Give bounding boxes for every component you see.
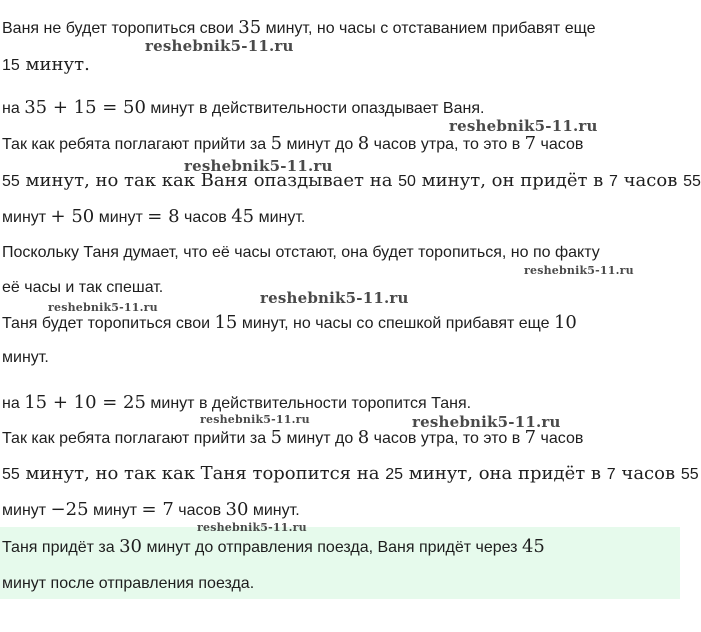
text-segment: 55 — [2, 173, 20, 190]
math-expression: минут. — [19, 54, 90, 75]
text-line — [2, 537, 545, 558]
text-segment: Поскольку Таня думает, что её часы отстают, она будет торопиться, но по факту — [2, 244, 600, 261]
text-segment: минут в действительности торопится Таня. — [145, 395, 472, 412]
watermark: reshebnik5-11.ru — [449, 117, 598, 135]
text-line — [2, 313, 577, 334]
text-segment: часов — [179, 209, 232, 226]
text-segment: 15 — [2, 57, 20, 74]
text-segment: минут — [94, 209, 148, 226]
text-line — [2, 574, 254, 594]
math-expression: минут, но так как Таня торопится на — [19, 463, 386, 484]
math-expression: = 8 — [147, 206, 180, 227]
math-expression: −25 — [50, 499, 89, 520]
math-expression: минут, он придёт в — [415, 170, 610, 191]
text-segment: минут до — [282, 136, 358, 153]
math-expression: часов — [615, 463, 681, 484]
text-segment: 50 — [398, 173, 416, 190]
watermark: reshebnik5-11.ru — [260, 289, 409, 307]
math-expression: 10 — [553, 312, 577, 333]
text-segment: часов утра, то это в — [369, 136, 525, 153]
text-segment: Так как ребята поглагают прийти за — [2, 136, 271, 153]
text-segment: 25 — [385, 466, 403, 483]
text-segment: 7 — [606, 466, 616, 483]
text-segment: 55 — [2, 466, 20, 483]
math-expression: 35 — [238, 17, 262, 38]
text-segment: минут, но часы с отставанием прибавят еще — [261, 20, 596, 37]
text-line — [2, 98, 484, 119]
text-line — [2, 348, 49, 368]
text-line — [2, 243, 600, 263]
text-line — [2, 428, 583, 449]
math-expression: 8 — [357, 133, 370, 154]
text-segment: минут. — [2, 349, 49, 366]
text-segment: Таня придёт за — [2, 539, 120, 556]
math-expression: 45 — [521, 536, 545, 557]
math-expression: часов — [617, 170, 684, 191]
watermark: reshebnik5-11.ru — [524, 264, 634, 277]
math-expression: минут, она придёт в — [403, 463, 607, 484]
text-segment: минут после отправления поезда. — [2, 575, 255, 592]
text-segment: 7 — [609, 173, 618, 190]
math-expression: 5 — [270, 427, 283, 448]
math-expression: 35 + 15 = 50 — [24, 97, 146, 118]
math-expression: 15 + 10 = 25 — [24, 392, 146, 413]
text-segment: на — [2, 395, 25, 412]
text-segment: минут до — [282, 430, 358, 447]
math-expression: 45 — [231, 206, 255, 227]
text-segment: на — [2, 100, 25, 117]
text-line — [2, 134, 583, 155]
text-segment: минут — [2, 502, 51, 519]
watermark: reshebnik5-11.ru — [412, 413, 561, 431]
text-segment: минут до отправления поезда, Ваня придёт через — [142, 539, 522, 556]
text-segment: часов — [173, 502, 226, 519]
text-line — [2, 464, 699, 485]
text-line — [2, 18, 595, 39]
text-segment: Таня будет торопиться свои — [2, 315, 215, 332]
text-segment: минут в действительности опаздывает Ваня. — [145, 100, 485, 117]
text-segment: минут — [88, 502, 142, 519]
math-expression: 7 — [524, 133, 537, 154]
text-segment: часов утра, то это в — [369, 430, 525, 447]
watermark: reshebnik5-11.ru — [184, 157, 333, 175]
math-expression: минут, но так как Ваня опаздывает на — [19, 170, 399, 191]
math-expression: = 7 — [141, 499, 174, 520]
math-expression: 5 — [270, 133, 283, 154]
text-line — [2, 393, 471, 414]
math-expression: + 50 — [50, 206, 95, 227]
text-segment: её часы и так спешат. — [2, 279, 164, 296]
text-segment: минут. — [248, 502, 300, 519]
text-segment: часов — [536, 136, 584, 153]
text-segment: 55 — [683, 173, 701, 190]
text-line — [2, 171, 701, 192]
math-expression: 30 — [119, 536, 142, 557]
text-segment: часов — [536, 430, 584, 447]
math-expression: 30 — [225, 499, 249, 520]
text-line — [2, 278, 163, 298]
text-segment: Так как ребята поглагают прийти за — [2, 430, 271, 447]
math-expression: 8 — [357, 427, 370, 448]
math-expression: 7 — [524, 427, 537, 448]
text-line — [2, 207, 305, 228]
text-segment: Ваня не будет торопиться свои — [2, 20, 239, 37]
watermark: reshebnik5-11.ru — [200, 413, 310, 426]
watermark: reshebnik5-11.ru — [197, 521, 307, 534]
watermark: reshebnik5-11.ru — [145, 37, 294, 55]
text-segment: минут — [2, 209, 51, 226]
text-line — [2, 55, 90, 76]
text-segment: 55 — [680, 466, 699, 483]
text-line — [2, 500, 300, 521]
math-expression: 15 — [214, 312, 238, 333]
text-segment: минут. — [254, 209, 306, 226]
watermark: reshebnik5-11.ru — [48, 301, 158, 314]
text-segment: минут, но часы со спешкой прибавят еще — [237, 315, 554, 332]
